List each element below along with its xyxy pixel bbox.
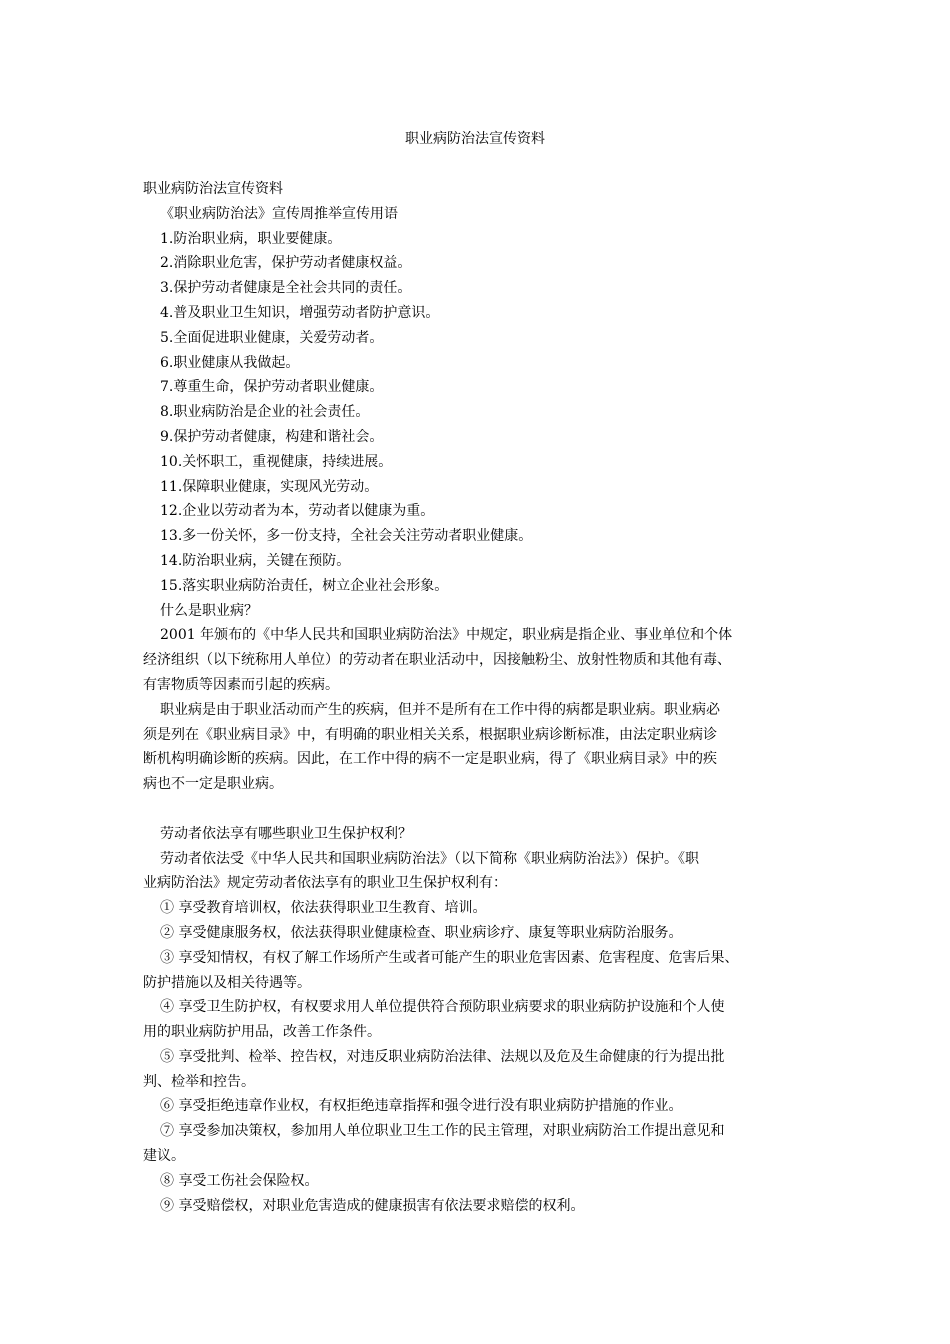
right-line-continued: 建议。 — [143, 1148, 185, 1165]
paragraph-line: 劳动者依法受《中华人民共和国职业病防治法》（以下简称《职业病防治法》）保护。《职 — [160, 850, 699, 867]
paragraph-line: 经济组织（以下统称用人单位）的劳动者在职业活动中，因接触粉尘、放射性物质和其他有毒、 — [143, 652, 731, 669]
definition-paragraph — [143, 623, 811, 697]
right-line: ⑦ 享受参加决策权，参加用人单位职业卫生工作的民主管理，对职业病防治工作提出意见和 — [160, 1123, 725, 1140]
right-item — [143, 1045, 811, 1095]
right-line: ⑨ 享受赔偿权，对职业危害造成的健康损害有依法要求赔偿的权利。 — [160, 1197, 585, 1214]
right-line: ③ 享受知情权，有权了解工作场所产生或者可能产生的职业危害因素、危害程度、危害后果、 — [160, 949, 739, 966]
paragraph-line: 有害物质等因素而引起的疾病。 — [143, 676, 339, 693]
right-line-continued: 防护措施以及相关待遇等。 — [143, 974, 311, 991]
paragraph-line: 病也不一定是职业病。 — [143, 776, 283, 793]
slogan-item: 10.关怀职工，重视健康，持续进展。 — [160, 453, 393, 470]
slogans-title: 《职业病防治法》宣传周推举宣传用语 — [160, 205, 398, 222]
slogan-item: 3.保护劳动者健康是全社会共同的责任。 — [160, 280, 412, 297]
right-item — [143, 1194, 811, 1219]
rights-list — [143, 896, 811, 1218]
document-heading: 职业病防治法宣传资料 — [143, 181, 283, 197]
right-item — [143, 896, 811, 921]
rights-intro-paragraph — [143, 847, 811, 897]
slogan-item: 7.尊重生命，保护劳动者职业健康。 — [160, 379, 384, 396]
slogan-item: 9.保护劳动者健康，构建和谐社会。 — [160, 428, 384, 445]
slogan-item: 14.防治职业病，关键在预防。 — [160, 552, 351, 569]
right-item — [143, 921, 811, 946]
slogan-item: 1.防治职业病，职业要健康。 — [160, 230, 342, 247]
paragraph-line: 须是列在《职业病目录》中，有明确的职业相关关系，根据职业病诊断标准，由法定职业病诊 — [143, 726, 717, 743]
slogan-item: 11.保障职业健康，实现风光劳动。 — [160, 478, 379, 495]
right-line: ⑥ 享受拒绝违章作业权，有权拒绝违章指挥和强令进行没有职业病防护措施的作业。 — [160, 1098, 683, 1115]
slogans-list — [143, 227, 811, 599]
slogan-item: 6.职业健康从我做起。 — [160, 354, 300, 371]
blank-line — [143, 797, 811, 822]
right-item — [143, 1169, 811, 1194]
paragraph-line: 断机构明确诊断的疾病。因此，在工作中得的病不一定是职业病，得了《职业病目录》中的疾 — [143, 751, 717, 768]
document-body — [143, 177, 811, 1218]
slogan-item: 12.企业以劳动者为本，劳动者以健康为重。 — [160, 503, 435, 520]
paragraph-line: 业病防治法》规定劳动者依法享有的职业卫生保护权利有： — [143, 875, 507, 892]
right-item — [143, 1119, 811, 1169]
document-title: 职业病防治法宣传资料 — [405, 131, 545, 147]
right-line: ④ 享受卫生防护权，有权要求用人单位提供符合预防职业病要求的职业病防护设施和个人使 — [160, 999, 725, 1016]
right-line: ② 享受健康服务权，依法获得职业健康检查、职业病诊疗、康复等职业病防治服务。 — [160, 924, 683, 941]
right-line-continued: 判、检举和控告。 — [143, 1073, 255, 1090]
right-line: ① 享受教育培训权，依法获得职业卫生教育、培训。 — [160, 900, 487, 917]
right-line: ⑧ 享受工伤社会保险权。 — [160, 1172, 319, 1189]
question-heading: 劳动者依法享有哪些职业卫生保护权利？ — [160, 825, 412, 842]
slogan-item: 15.落实职业病防治责任，树立企业社会形象。 — [160, 577, 449, 594]
slogan-item: 4.普及职业卫生知识，增强劳动者防护意识。 — [160, 304, 440, 321]
explanation-paragraph — [143, 698, 811, 797]
question-heading: 什么是职业病？ — [160, 602, 258, 619]
right-line-continued: 用的职业病防护用品，改善工作条件。 — [143, 1024, 381, 1041]
paragraph-line: 2001 年颁布的《中华人民共和国职业病防治法》中规定，职业病是指企业、事业单位和个体 — [160, 627, 733, 644]
slogan-item: 5.全面促进职业健康，关爱劳动者。 — [160, 329, 384, 346]
slogan-item: 8.职业病防治是企业的社会责任。 — [160, 404, 370, 421]
right-item — [143, 995, 811, 1045]
right-item — [143, 946, 811, 996]
paragraph-line: 职业病是由于职业活动而产生的疾病，但并不是所有在工作中得的病都是职业病。职业病必 — [160, 701, 720, 718]
right-line: ⑤ 享受批判、检举、控告权，对违反职业病防治法律、法规以及危及生命健康的行为提出批 — [160, 1048, 725, 1065]
slogan-item: 13.多一份关怀，多一份支持，全社会关注劳动者职业健康。 — [160, 528, 533, 545]
right-item — [143, 1094, 811, 1119]
slogan-item: 2.消除职业危害，保护劳动者健康权益。 — [160, 255, 412, 272]
